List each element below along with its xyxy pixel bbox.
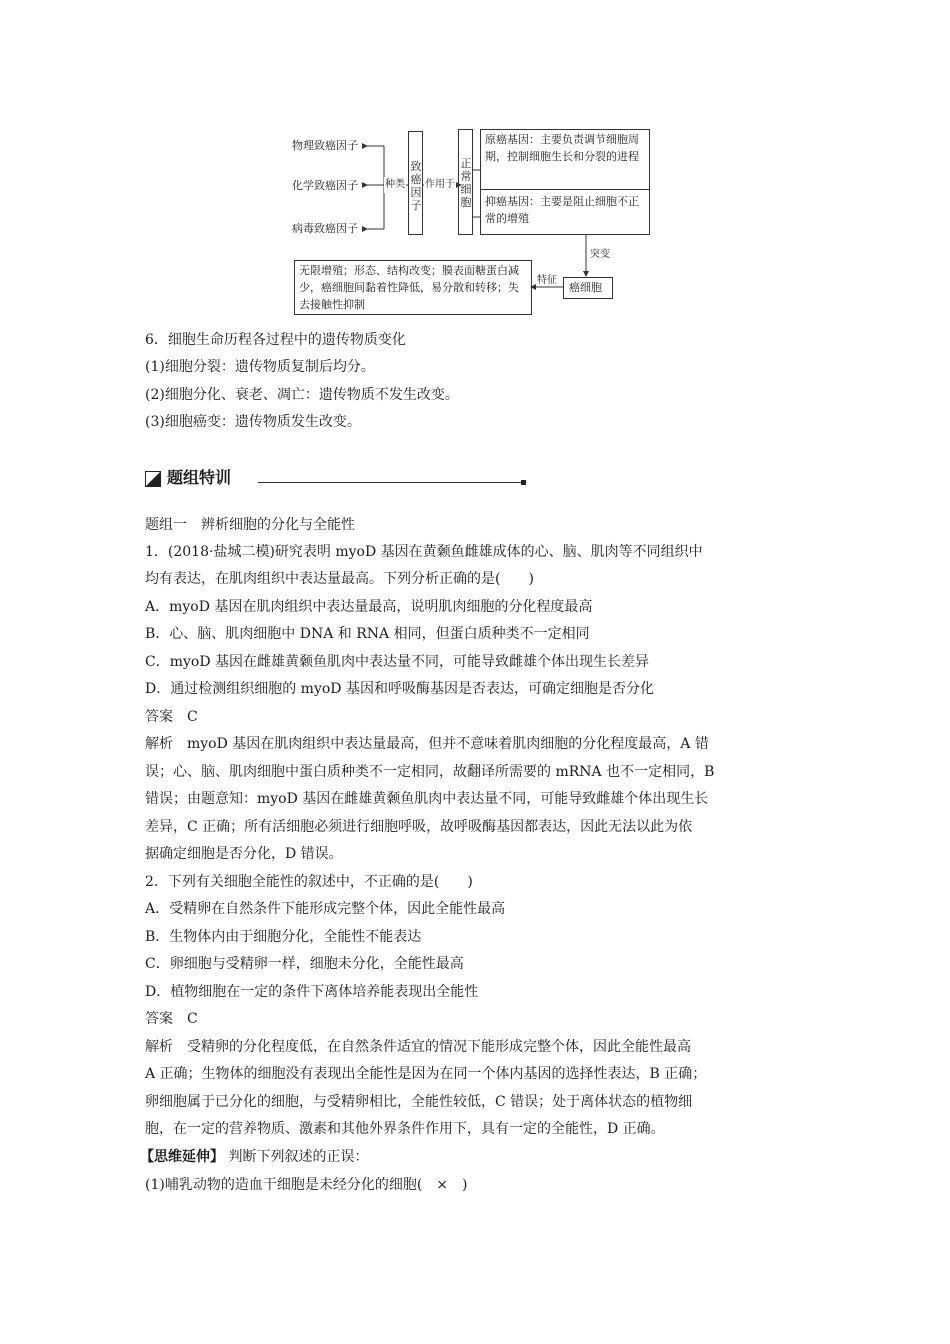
q1-option-b: B．心、脑、肌肉细胞中 DNA 和 RNA 相同，但蛋白质种类不一定相同 (145, 626, 590, 642)
carcinogen-box-text: 致癌因子 (410, 160, 422, 212)
cancer-cell-box (563, 277, 613, 299)
q1-analysis-line-5: 据确定细胞是否分化，D 错误。 (145, 846, 343, 862)
q1-stem-line-1: 1．(2018·盐城二模)研究表明 myoD 基因在黄颡鱼雌雄成体的心、脑、肌肉等不同组织中 (145, 544, 703, 560)
group-title: 题组一 辨析细胞的分化与全能性 (145, 517, 355, 533)
q1-analysis-line-2: 误；心、脑、肌肉细胞中蛋白质种类不一定相同，故翻译所需要的 mRNA 也不一定相同，B (145, 764, 715, 780)
q2-analysis-line-3: 卵细胞属于已分化的细胞，与受精卵相比，全能性较低，C 错误；处于离体状态的植物细 (145, 1094, 693, 1110)
tumor-suppressor-text: 抑癌基因：主要是阻止细胞不正常的增殖 (485, 195, 639, 225)
q1-analysis-line-4: 差异，C 正确；所有活细胞必须进行细胞呼吸，故呼吸酶基因都表达，因此无法以此为依 (145, 819, 693, 835)
intro-heading: 6．细胞生命历程各过程中的遗传物质变化 (145, 332, 406, 348)
carcinogen-box (408, 131, 423, 235)
q1-stem-line-2: 均有表达，在肌肉组织中表达量最高。下列分析正确的是( ) (145, 571, 534, 587)
cancer-concept-diagram (290, 125, 660, 320)
section-rule (258, 482, 523, 483)
q2-analysis-line-2: A 正确；生物体的细胞没有表现出全能性是因为在同一个体内基因的选择性表达，B 正确； (145, 1066, 707, 1082)
features-text: 无限增殖；形态、结构改变；膜表面糖蛋白减少，癌细胞间黏着性降低，易分散和转移；失去接触性抑制 (299, 264, 519, 311)
q2-analysis-line-1: 解析 受精卵的分化程度低，在自然条件适宜的情况下能形成完整个体，因此全能性最高 (145, 1039, 691, 1055)
factor-chemical: 化学致癌因子 (292, 179, 358, 192)
q1-analysis-line-3: 错误；由题意知：myoD 基因在雌雄黄颡鱼肌肉中表达量不同，可能导致雌雄个体出现生长 (145, 791, 709, 807)
normal-cell-box (458, 129, 473, 235)
q2-stem: 2．下列有关细胞全能性的叙述中，不正确的是( ) (145, 874, 473, 890)
proto-oncogene-text: 原癌基因：主要负责调节细胞周期，控制细胞生长和分裂的进程 (485, 133, 639, 163)
section-title: 题组特训 (167, 468, 232, 487)
q1-analysis-line-1: 解析 myoD 基因在肌肉组织中表达量最高，但并不意味着肌肉细胞的分化程度最高，A 错 (145, 736, 709, 752)
q2-option-b: B．生物体内由于细胞分化，全能性不能表达 (145, 929, 422, 945)
intro-item-1: (1)细胞分裂：遗传物质复制后均分。 (145, 359, 375, 375)
feature-label: 特征 (537, 275, 557, 286)
q1-option-a: A．myoD 基因在肌肉组织中表达量最高，说明肌肉细胞的分化程度最高 (145, 599, 593, 615)
section-mark-icon (145, 471, 161, 487)
intro-item-3: (3)细胞癌变：遗传物质发生改变。 (145, 414, 361, 430)
features-box (294, 260, 532, 315)
acts-on-label: 作用于 (424, 177, 456, 193)
section-header (145, 468, 530, 490)
extension-label: 【思维延伸】 (140, 1149, 224, 1165)
q1-option-d: D．通过检测组织细胞的 myoD 基因和呼吸酶基因是否表达，可确定细胞是否分化 (145, 681, 654, 697)
normal-cell-box-text: 正常细胞 (460, 157, 472, 209)
factor-virus: 病毒致癌因子 (292, 222, 358, 235)
section-rule-end (521, 480, 526, 485)
q2-option-a: A．受精卵在自然条件下能形成完整个体，因此全能性最高 (145, 901, 506, 917)
factor-physical: 物理致癌因子 (292, 139, 358, 152)
q2-option-c: C．卵细胞与受精卵一样，细胞未分化，全能性最高 (145, 956, 464, 972)
kinds-label: 种类 (384, 177, 406, 193)
q1-answer: 答案 C (145, 709, 198, 725)
q2-option-d: D．植物细胞在一定的条件下离体培养能表现出全能性 (145, 984, 479, 1000)
extension-text: 判断下列叙述的正误： (228, 1149, 369, 1165)
extension-line (140, 1147, 368, 1167)
cancer-cell-text: 癌细胞 (569, 281, 602, 294)
mutation-label: 突变 (590, 249, 610, 260)
q1-option-c: C．myoD 基因在雌雄黄颡鱼肌肉中表达量不同，可能导致雌雄个体出现生长差异 (145, 654, 649, 670)
extension-item-1: (1)哺乳动物的造血干细胞是未经分化的细胞( × ) (145, 1177, 468, 1193)
q2-analysis-line-4: 胞，在一定的营养物质、激素和其他外界条件作用下，具有一定的全能性，D 正确。 (145, 1121, 665, 1137)
intro-item-2: (2)细胞分化、衰老、凋亡：遗传物质不发生改变。 (145, 387, 459, 403)
q2-answer: 答案 C (145, 1011, 198, 1027)
gene-box (480, 129, 650, 235)
